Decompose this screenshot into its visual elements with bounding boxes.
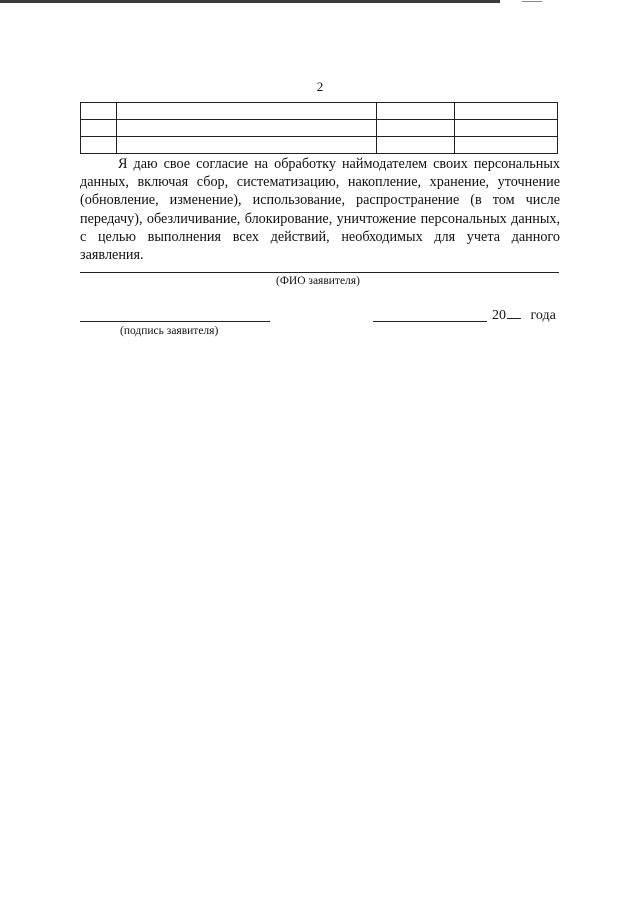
- table-row: [81, 103, 558, 120]
- fio-line: [80, 272, 559, 273]
- signature-caption: (подпись заявителя): [120, 325, 219, 337]
- table-cell: [117, 137, 377, 154]
- scan-edge-mark: [522, 1, 542, 2]
- table-row: [81, 120, 558, 137]
- table-cell: [81, 137, 117, 154]
- table-row: [81, 137, 558, 154]
- year-suffix: года: [530, 308, 556, 323]
- year-field: [492, 306, 556, 324]
- table-cell: [455, 137, 558, 154]
- date-line: [373, 321, 487, 322]
- consent-paragraph: Я даю свое согласие на обработку наймодателем своих персональных данных, включая сбор, систематизацию, накопление, хранение, уточнение (обновление, изменение), использование, распространение (в том числе передачу), обезличивание, блокирование, уничтожение персональных данных, с целью выполнения всех действий, необходимых для учета данного заявления.: [80, 156, 560, 264]
- table-cell: [117, 120, 377, 137]
- table-cell: [455, 120, 558, 137]
- table-cell: [377, 103, 455, 120]
- table-cell: [377, 137, 455, 154]
- page-number: 2: [316, 79, 324, 94]
- scan-edge-line: [0, 0, 500, 3]
- data-table: [80, 102, 558, 154]
- table-cell: [117, 103, 377, 120]
- table-cell: [81, 103, 117, 120]
- table-cell: [81, 120, 117, 137]
- year-prefix: 20: [492, 308, 506, 323]
- signature-line: [80, 321, 270, 322]
- year-blank: [507, 306, 521, 319]
- table-cell: [455, 103, 558, 120]
- fio-caption: (ФИО заявителя): [276, 275, 360, 287]
- table-cell: [377, 120, 455, 137]
